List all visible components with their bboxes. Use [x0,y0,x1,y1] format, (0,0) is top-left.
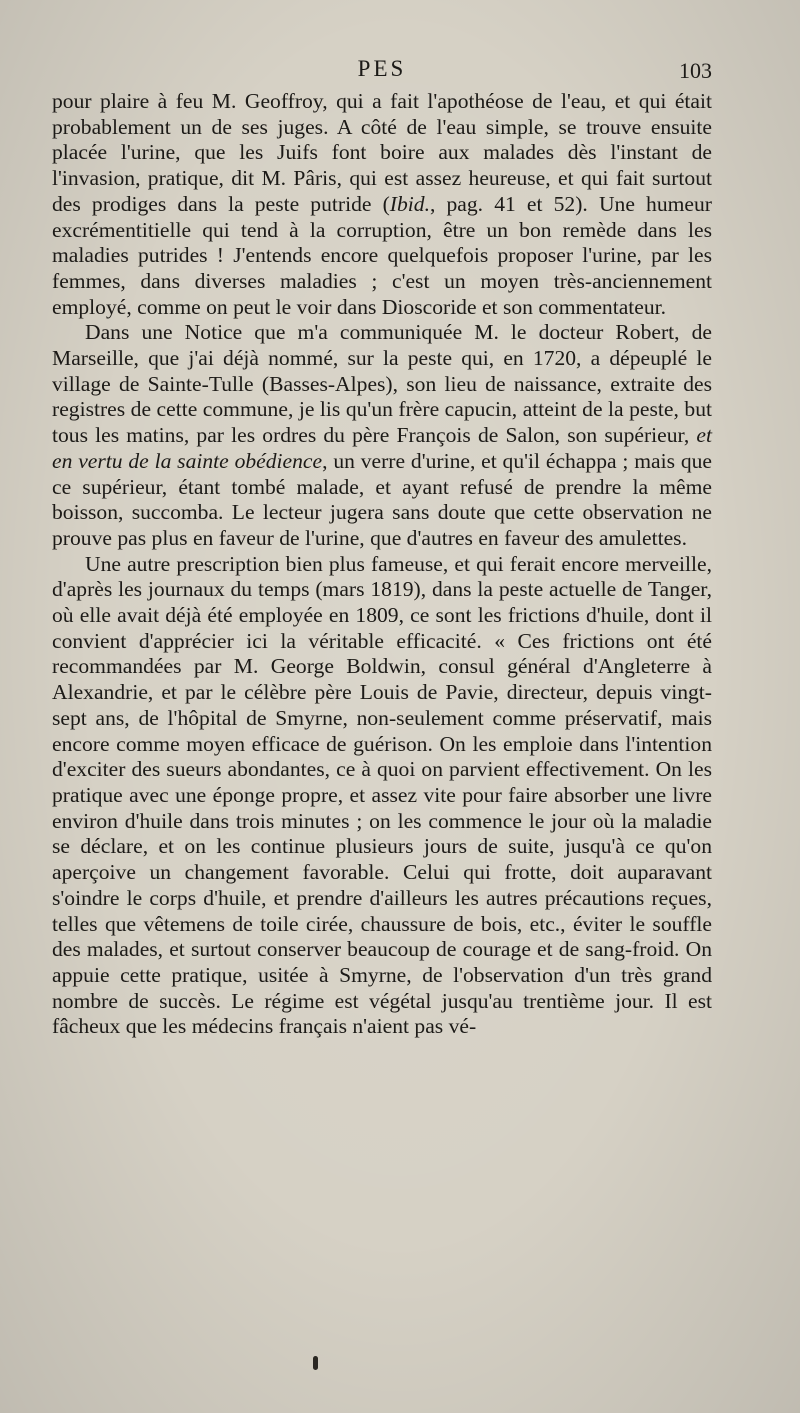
page-header [52,56,712,90]
text-segment: Dans une Notice que m'a communiquée M. le docteur Robert, de Marseille, que j'ai déjà nommé, sur la peste qui, en 1720, a dépeuplé le village de Sainte-Tulle (Basses-Alpes), son lieu de naissance, extraite des registres de cette commune, je lis qu'un frère capucin, atteint de la peste, but tous les matins, par les ordres du père François de Salon, son supérieur, [52,320,712,448]
body-text [52,89,712,1040]
paragraph-2 [52,320,712,551]
paragraph-1 [52,89,712,320]
page-number: 103 [679,58,712,83]
printer-mark [313,1356,318,1370]
running-head: PES [357,56,407,81]
text-segment: , pag. 41 et 52). Une humeur excrémentitielle qui tend à la corruption, être un bon remède dans les maladies putrides ! J'entends encore quelquefois proposer l'urine, par les femmes, dans diverses maladies ; c'est un moyen très-anciennement employé, comme on peut le voir dans Dioscoride et son commentateur. [52,191,712,319]
text-segment: Une autre prescription bien plus fameuse, et qui ferait encore merveille, d'après les journaux du temps (mars 1819), dans la peste actuelle de Tanger, où elle avait déjà été employée en 1809, ce sont les frictions d'huile, dont il convient d'apprécier ici la véritable efficacité. « Ces frictions ont été recommandées par M. George Boldwin, consul général d'Angleterre à Alexandrie, et par le célèbre père Louis de Pavie, directeur, depuis vingt-sept ans, de l'hôpital de Smyrne, non-seulement comme préservatif, mais encore comme moyen efficace de guérison. On les emploie dans l'intention d'exciter des sueurs abondantes, ce à quoi on parvient effectivement. On les pratique avec une éponge propre, et assez vite pour faire absorber une livre environ d'huile dans trois minutes ; on les commence le jour où la maladie se déclare, et on les continue plusieurs jours de suite, jusqu'à ce qu'on aperçoive un changement favorable. Celui qui frotte, doit auparavant s'oindre le corps d'huile, et prendre d'ailleurs les autres précautions reçues, telles que vêtemens de toile cirée, chaussure de bois, etc., éviter le souffle des malades, et surtout conserver beaucoup de courage et de sang-froid. On appuie cette pratique, usitée à Smyrne, de l'observation d'un très grand nombre de succès. Le régime est végétal jusqu'au trentième jour. Il est fâcheux que les médecins français n'aient pas vé- [52,551,712,1039]
paragraph-3 [52,552,712,1040]
text-segment: , un verre d'urine, et qu'il échappa ; mais que ce supérieur, étant tombé malade, et ayant refusé de prendre la même boisson, succomba. Le lecteur jugera sans doute que cette observation ne prouve pas plus en faveur de l'urine, que d'autres en faveur des amulettes. [52,448,712,550]
text-segment: pour plaire à feu M. Geoffroy, qui a fait l'apothéose de l'eau, et qui était probablement un de ses juges. A côté de l'eau simple, se trouve ensuite placée l'urine, que les Juifs font boire aux malades dès l'instant de l'invasion, pratique, dit M. Pâris, qui est assez heureuse, et qui fait surtout des prodiges dans la peste putride ( [52,89,712,216]
italic-phrase: et en vertu de la sainte obédience [52,423,712,473]
italic-citation: Ibid. [389,191,430,216]
